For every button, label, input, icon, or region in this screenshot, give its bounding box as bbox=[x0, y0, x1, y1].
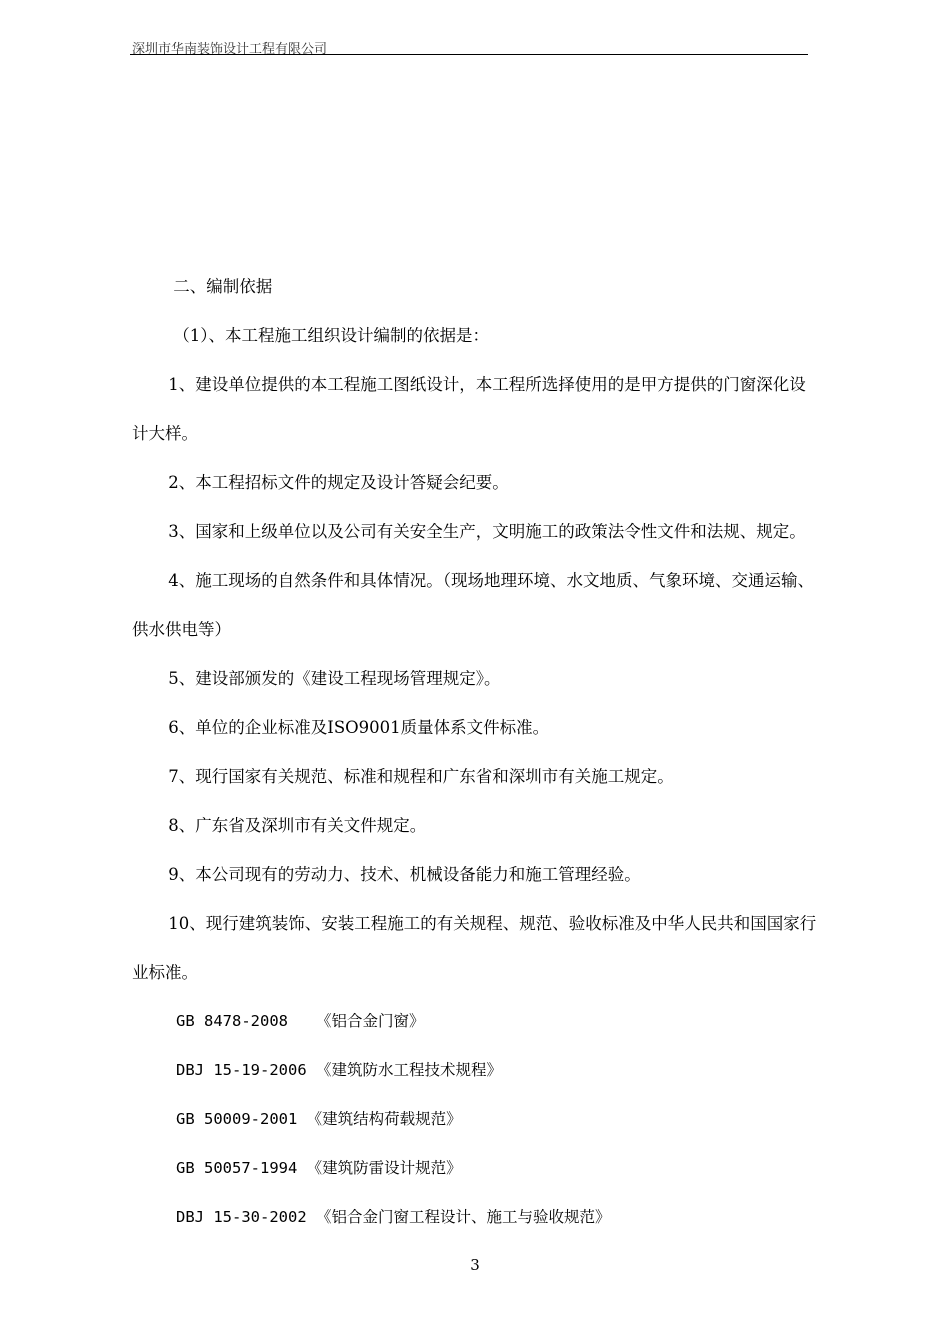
subsection-title: （1）、本工程施工组织设计编制的依据是： bbox=[173, 326, 489, 345]
standard-line: DBJ 15-19-2006 《建筑防水工程技术规程》 bbox=[176, 1061, 502, 1079]
basis-item-3: 3、国家和上级单位以及公司有关安全生产，文明施工的政策法令性文件和法规、规定。 bbox=[168, 522, 806, 541]
document-body bbox=[132, 262, 822, 1242]
page-header-company: 深圳市华南装饰设计工程有限公司 bbox=[132, 42, 328, 57]
basis-item-2: 2、本工程招标文件的规定及设计答疑会纪要。 bbox=[168, 473, 509, 492]
standard-line: GB 8478-2008 《铝合金门窗》 bbox=[176, 1012, 425, 1030]
basis-item-8: 8、广东省及深圳市有关文件规定。 bbox=[168, 816, 427, 835]
standard-line: GB 50009-2001 《建筑结构荷载规范》 bbox=[176, 1110, 462, 1128]
basis-item-4: 4、施工现场的自然条件和具体情况。（现场地理环境、水文地质、气象环境、交通运输、供水供电等） bbox=[132, 571, 815, 639]
section-title: 二、编制依据 bbox=[173, 277, 273, 296]
standard-line: GB 50057-1994 《建筑防雷设计规范》 bbox=[176, 1159, 462, 1177]
header-divider bbox=[130, 54, 808, 55]
basis-item-5: 5、建设部颁发的《建设工程现场管理规定》。 bbox=[168, 669, 501, 688]
basis-item-7: 7、现行国家有关规范、标准和规程和广东省和深圳市有关施工规定。 bbox=[168, 767, 674, 786]
basis-item-6: 6、单位的企业标准及ISO9001质量体系文件标准。 bbox=[168, 718, 550, 737]
basis-item-1: 1、建设单位提供的本工程施工图纸设计，本工程所选择使用的是甲方提供的门窗深化设计大样。 bbox=[132, 375, 806, 443]
standard-line: DBJ 15-30-2002 《铝合金门窗工程设计、施工与验收规范》 bbox=[176, 1208, 611, 1226]
page-number: 3 bbox=[470, 1256, 480, 1274]
basis-item-9: 9、本公司现有的劳动力、技术、机械设备能力和施工管理经验。 bbox=[168, 865, 641, 884]
basis-item-10: 10、现行建筑装饰、安装工程施工的有关规程、规范、验收标准及中华人民共和国国家行业标准。 bbox=[132, 914, 817, 982]
